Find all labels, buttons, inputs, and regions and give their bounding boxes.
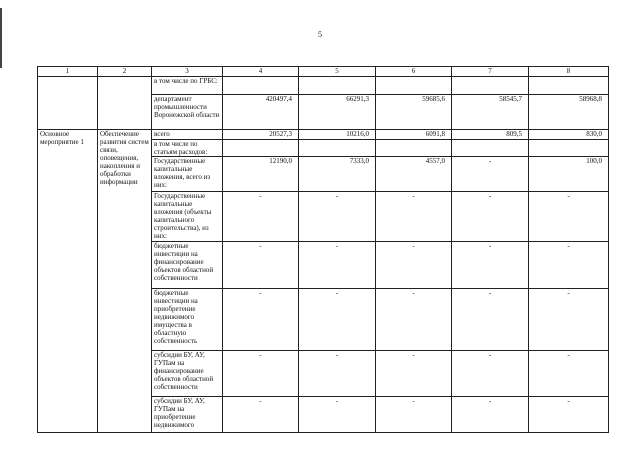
budget-table xyxy=(37,66,609,433)
table-row xyxy=(38,77,609,95)
value-cell: - xyxy=(376,192,452,242)
event-cell xyxy=(38,95,98,130)
value-cell xyxy=(223,77,299,95)
value-cell: - xyxy=(223,242,299,289)
value-cell: - xyxy=(376,397,452,433)
label-cell: Государственные капитальные вложения (объекты капитального строительства), из них: xyxy=(152,192,223,242)
value-cell: 20527,3 xyxy=(223,130,299,140)
label-cell: департамент промышленности Воронежской области xyxy=(152,95,223,130)
header-cell: 5 xyxy=(299,67,376,77)
event-cell: Основное мероприятие 1 xyxy=(38,130,98,433)
label-cell: бюджетные инвестиции на приобретение недвижимого имущества в областную собственность xyxy=(152,289,223,351)
value-cell: - xyxy=(299,192,376,242)
value-cell: 58968,8 xyxy=(529,95,609,130)
value-cell: - xyxy=(529,192,609,242)
header-cell: 2 xyxy=(98,67,152,77)
value-cell: - xyxy=(376,289,452,351)
value-cell: 7333,0 xyxy=(299,157,376,192)
value-cell: 830,0 xyxy=(529,130,609,140)
value-cell: - xyxy=(223,289,299,351)
value-cell: 6091,8 xyxy=(376,130,452,140)
value-cell: 4557,0 xyxy=(376,157,452,192)
label-cell: Государственные капитальные вложения, всего из них: xyxy=(152,157,223,192)
header-cell: 4 xyxy=(223,67,299,77)
value-cell: 100,0 xyxy=(529,157,609,192)
value-cell xyxy=(299,77,376,95)
value-cell: - xyxy=(299,397,376,433)
description-cell: Обеспечение развития систем связи, оповещения, накопления и обработки информации xyxy=(98,130,152,433)
value-cell: 66291,3 xyxy=(299,95,376,130)
value-cell: - xyxy=(223,397,299,433)
label-cell: субсидии БУ, АУ, ГУПам на финансирование объектов областной собственности xyxy=(152,351,223,397)
table-row xyxy=(38,130,609,140)
page-number: 5 xyxy=(318,30,322,39)
value-cell: - xyxy=(299,351,376,397)
value-cell xyxy=(223,140,299,157)
value-cell xyxy=(299,140,376,157)
event-cell xyxy=(38,77,98,95)
header-cell: 3 xyxy=(152,67,223,77)
value-cell: 58545,7 xyxy=(452,95,529,130)
label-cell: в том числе по ГРБС: xyxy=(152,77,223,95)
value-cell: 809,5 xyxy=(452,130,529,140)
value-cell xyxy=(529,77,609,95)
header-cell: 7 xyxy=(452,67,529,77)
value-cell: - xyxy=(452,289,529,351)
value-cell: - xyxy=(452,397,529,433)
value-cell xyxy=(452,77,529,95)
value-cell xyxy=(376,140,452,157)
value-cell: - xyxy=(529,397,609,433)
header-cell: 1 xyxy=(38,67,98,77)
header-row xyxy=(38,67,609,77)
value-cell: - xyxy=(452,351,529,397)
label-cell: бюджетные инвестиции на финансирование объектов областной собственности xyxy=(152,242,223,289)
value-cell xyxy=(452,140,529,157)
value-cell: - xyxy=(452,242,529,289)
header-cell: 6 xyxy=(376,67,452,77)
value-cell: - xyxy=(529,289,609,351)
header-cell: 8 xyxy=(529,67,609,77)
label-cell: в том числе по статьям расходов: xyxy=(152,140,223,157)
value-cell xyxy=(529,140,609,157)
value-cell: - xyxy=(529,351,609,397)
value-cell xyxy=(376,77,452,95)
value-cell: - xyxy=(529,242,609,289)
value-cell: 10216,0 xyxy=(299,130,376,140)
value-cell: 59685,6 xyxy=(376,95,452,130)
value-cell: - xyxy=(452,192,529,242)
value-cell: - xyxy=(299,242,376,289)
value-cell: - xyxy=(376,242,452,289)
description-cell xyxy=(98,77,152,95)
value-cell: - xyxy=(299,289,376,351)
label-cell: всего xyxy=(152,130,223,140)
table-row xyxy=(38,95,609,130)
value-cell: 420497,4 xyxy=(223,95,299,130)
description-cell xyxy=(98,95,152,130)
value-cell: - xyxy=(223,351,299,397)
value-cell: 12190,0 xyxy=(223,157,299,192)
label-cell: субсидии БУ, АУ, ГУПам на приобретение недвижимого xyxy=(152,397,223,433)
value-cell: - xyxy=(452,157,529,192)
value-cell: - xyxy=(223,192,299,242)
value-cell: - xyxy=(376,351,452,397)
